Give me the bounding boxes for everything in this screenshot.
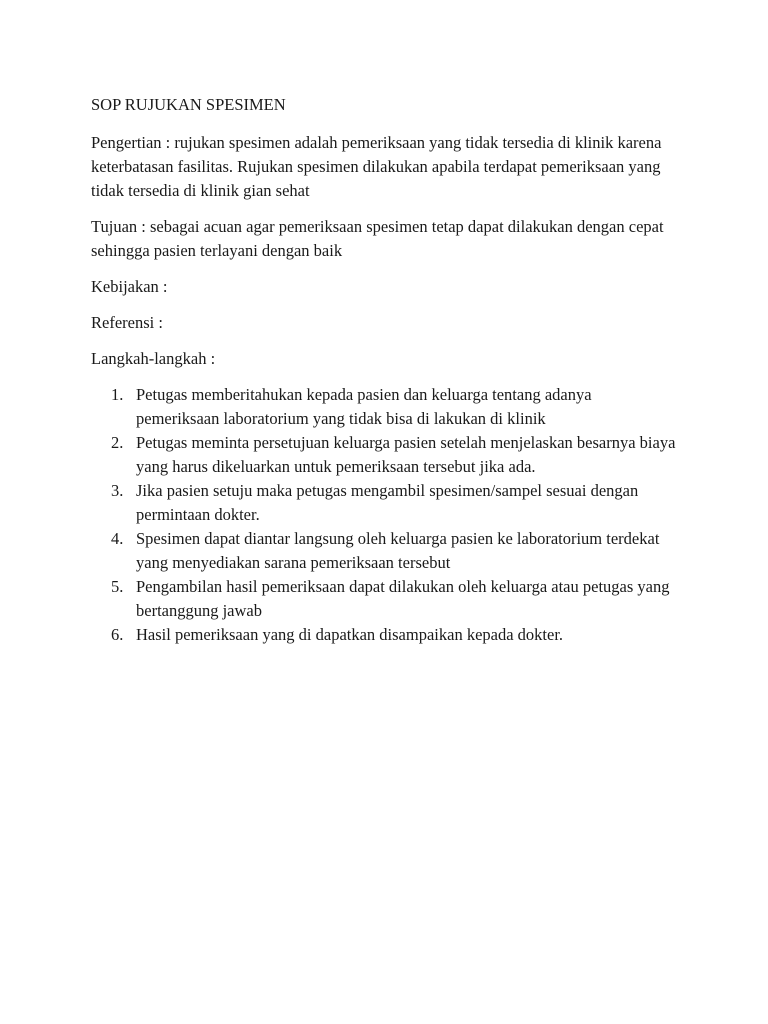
list-item [91,383,678,431]
list-item-text: Petugas meminta persetujuan keluarga pasien setelah menjelaskan besarnya biaya yang harus dikeluarkan untuk pemeriksaan tersebut jika ada. [136,433,676,476]
list-item-text: Hasil pemeriksaan yang di dapatkan disampaikan kepada dokter. [136,625,564,644]
list-item-number: 6. [111,625,124,644]
list-item-text: Spesimen dapat diantar langsung oleh keluarga pasien ke laboratorium terdekat yang menyediakan sarana pemeriksaan tersebut [136,529,660,572]
list-item [91,527,678,575]
steps-list [91,383,678,647]
kebijakan-label: Kebijakan : [91,277,168,296]
document-title: SOP RUJUKAN SPESIMEN [91,95,286,114]
list-item-text: Petugas memberitahukan kepada pasien dan keluarga tentang adanya pemeriksaan laboratorium yang tidak bisa di lakukan di klinik [136,385,592,428]
pengertian-paragraph: Pengertian : rujukan spesimen adalah pemeriksaan yang tidak tersedia di klinik karena keterbatasan fasilitas. Rujukan spesimen dilakukan apabila terdapat pemeriksaan yang tidak tersedia di klinik gian sehat [91,133,662,200]
list-item-text: Jika pasien setuju maka petugas mengambil spesimen/sampel sesuai dengan permintaan dokter. [136,481,639,524]
list-item-text: Pengambilan hasil pemeriksaan dapat dilakukan oleh keluarga atau petugas yang bertanggung jawab [136,577,670,620]
tujuan-paragraph: Tujuan : sebagai acuan agar pemeriksaan spesimen tetap dapat dilakukan dengan cepat sehingga pasien terlayani dengan baik [91,217,664,260]
list-item-number: 3. [111,481,124,500]
list-item [91,431,678,479]
list-item-number: 4. [111,529,124,548]
list-item [91,623,678,647]
list-item [91,479,678,527]
langkah-label: Langkah-langkah : [91,349,216,368]
list-item-number: 5. [111,577,124,596]
list-item [91,575,678,623]
list-item-number: 1. [111,385,124,404]
list-item-number: 2. [111,433,124,452]
referensi-label: Referensi : [91,313,163,332]
